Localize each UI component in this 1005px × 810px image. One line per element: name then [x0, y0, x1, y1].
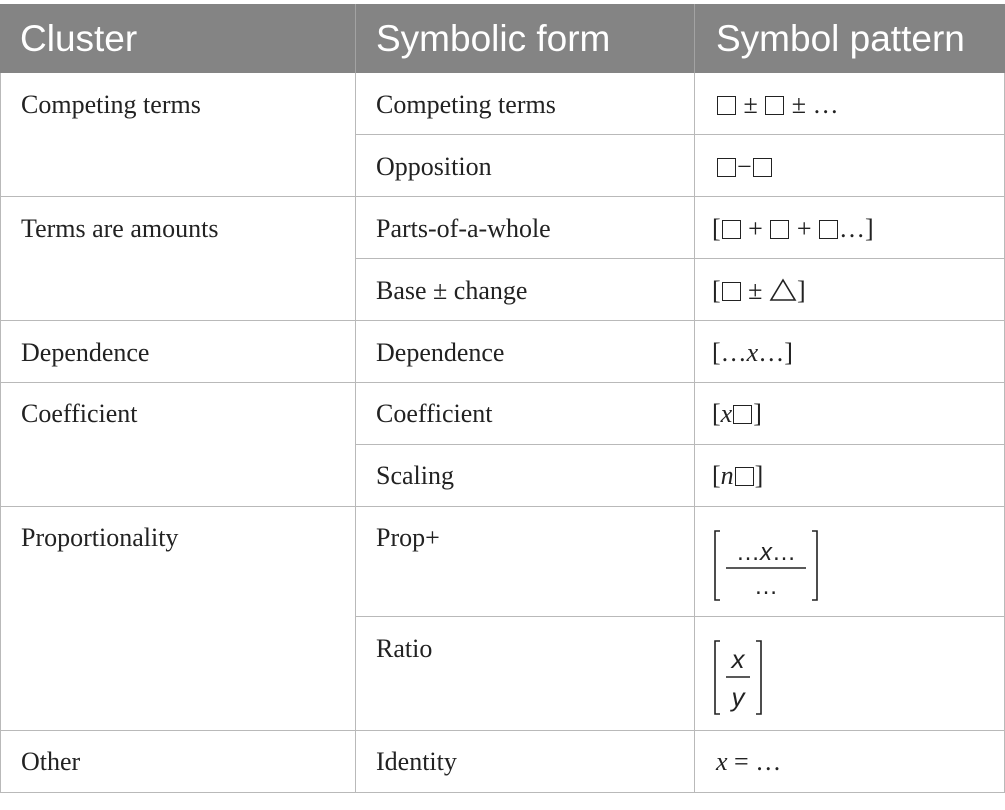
row-divider [0, 196, 1005, 197]
fraction-denominator: … [754, 573, 778, 600]
box-symbol [819, 220, 838, 239]
row-divider [0, 730, 1005, 731]
form-cell: Dependence [376, 338, 505, 367]
box-symbol [735, 467, 754, 486]
row-divider [0, 506, 1005, 507]
pattern-prop-plus [708, 528, 828, 608]
box-symbol [765, 96, 784, 115]
form-cell: Prop+ [376, 523, 440, 552]
form-cell: Scaling [376, 461, 454, 490]
form-cell: Base ± change [376, 276, 528, 305]
fraction-numerator: x [731, 644, 745, 674]
pattern-ratio [708, 638, 778, 722]
header-divider [355, 4, 356, 73]
form-cell: Identity [376, 747, 457, 776]
header-symbol-pattern: Symbol pattern [716, 18, 965, 59]
row-divider [0, 320, 1005, 321]
pattern-base-change: [ ± ] [712, 276, 806, 305]
header-symbolic-form: Symbolic form [376, 18, 611, 59]
form-cell: Opposition [376, 152, 492, 181]
form-cell: Competing terms [376, 90, 556, 119]
box-symbol [717, 158, 736, 177]
cluster-cell: Coefficient [21, 399, 138, 428]
header-cluster: Cluster [20, 18, 138, 59]
cluster-cell: Other [21, 747, 81, 776]
triangle-icon [769, 278, 797, 302]
column-divider [355, 73, 356, 793]
cluster-cell: Proportionality [21, 523, 179, 552]
cluster-cell: Dependence [21, 338, 150, 367]
cluster-cell: Competing terms [21, 90, 201, 119]
fraction-denominator: y [731, 682, 745, 712]
pattern-opposition: − [716, 152, 773, 182]
box-symbol [722, 220, 741, 239]
table-body-frame [0, 73, 1005, 793]
row-divider [355, 616, 1005, 617]
row-divider [355, 444, 1005, 445]
pattern-dependence: […x…] [712, 338, 793, 367]
row-divider [355, 134, 1005, 135]
column-divider [694, 73, 695, 793]
box-symbol [733, 405, 752, 424]
pattern-scaling: [n ] [712, 461, 764, 490]
form-cell: Parts-of-a-whole [376, 214, 551, 243]
box-symbol [753, 158, 772, 177]
pattern-identity: x = … [716, 747, 782, 776]
pattern-parts-of-a-whole: [ + + …] [712, 214, 874, 243]
pattern-competing-terms: ± ± … [716, 90, 839, 120]
fraction-numerator: …x… [736, 539, 796, 566]
form-cell: Ratio [376, 634, 433, 663]
row-divider [355, 258, 1005, 259]
header-divider [694, 4, 695, 73]
header-row [0, 4, 1005, 73]
pattern-coefficient: [x ] [712, 399, 762, 428]
row-divider [0, 382, 1005, 383]
cluster-cell: Terms are amounts [21, 214, 219, 243]
symbolic-forms-table [0, 4, 1005, 793]
box-symbol [722, 282, 741, 301]
box-symbol [770, 220, 789, 239]
form-cell: Coefficient [376, 399, 493, 428]
box-symbol [717, 96, 736, 115]
